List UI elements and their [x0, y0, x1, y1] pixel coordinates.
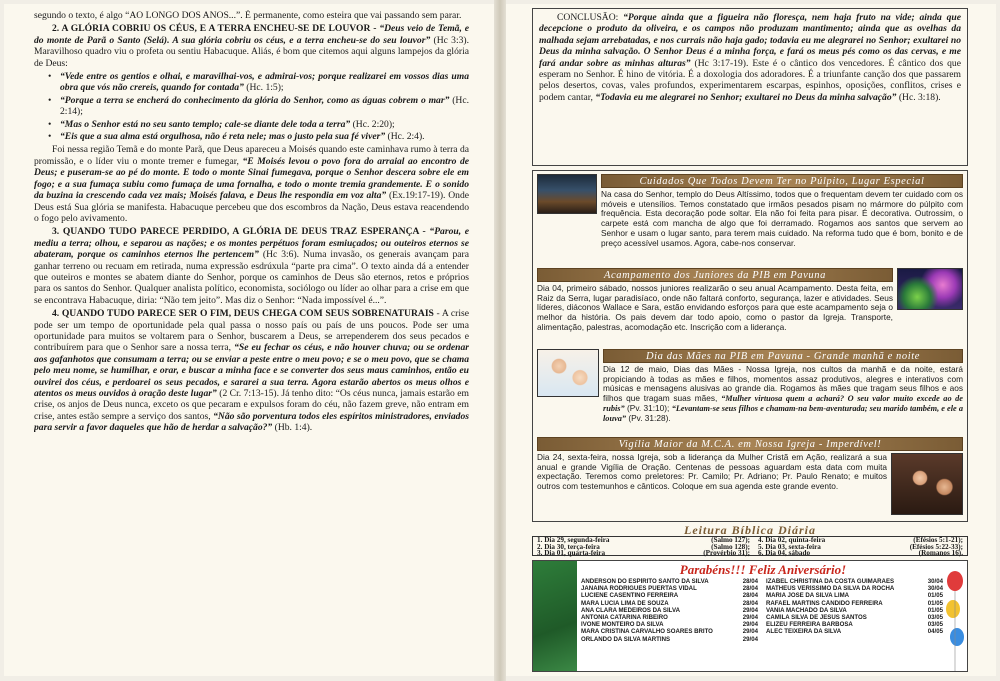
- section-2: [34, 23, 469, 69]
- glory-list: [48, 71, 469, 142]
- section-2-text: (Hc 3:3). Maravilhoso quadro viu o profeta ou sentiu Habacuque. Aliás, é bom que citemos aqui alguns lampejos da glória de Deus:: [34, 34, 469, 69]
- list-item: ELIZEU FERREIRA BARBOSA 03/05: [766, 621, 943, 629]
- reading-grid: [532, 536, 968, 556]
- left-page: [4, 4, 494, 676]
- reading-row: 2. Dia 30, terça-feira (Salmo 128);: [537, 542, 750, 551]
- list-item: RAFAEL MARTINS CÂNDIDO FERREIRA 01/05: [766, 599, 943, 607]
- list-item: • “Vede entre os gentios e olhai, e maravilhai-vos, e admirai-vos; porque realizarei em vossos dias uma obra que vós não crereis, quando for contada” (Hc. 1:5);: [48, 71, 469, 94]
- list-item: IZABEL CHRISTINA DA COSTA GUIMARÃES 30/04: [766, 578, 943, 585]
- news-vigil: [537, 437, 963, 521]
- list-item: ANA CLARA MEDEIROS DA SILVA 29/04: [581, 606, 758, 614]
- list-item: MARA CRISTINA CARVALHO SOARES BRITO 29/04: [581, 628, 758, 636]
- birthdays-column-left: [581, 578, 758, 672]
- birthday-decoration: [533, 561, 577, 672]
- news-box: [532, 170, 968, 522]
- section-2-heading: 2. A GLÓRIA COBRIU OS CÉUS, E A TERRA ENCHEU-SE DE LOUVOR -: [52, 23, 377, 35]
- list-item: MARIA JOSE DA SILVA LIMA 01/05: [766, 592, 943, 600]
- vigil-photo: [891, 453, 963, 515]
- balloon-icon: [943, 561, 967, 672]
- news-pulpit-title: Cuidados Que Todos Devem Ter no Púlpito, Lugar Especial: [601, 174, 963, 188]
- news-camp-text: Dia 04, primeiro sábado, nossos juniores realizarão o seu anual Acampamento. Desta feita, em Raiz da Serra, lugar paradisíaco, onde não faltará conforto, segurança, lazer e atividades. Seus líderes, diáconos Wallace e Sara, estão envidando esforços para que este acampamento seja o melhor da história. Os pais devem dar todo apoio, como o pastor da Igreja. Transporte, alimentação, palestras, acomodação etc. Inscrição com a liderança.: [537, 283, 893, 332]
- list-item: JANAINA RODRIGUES PUERTAS VIDAL 28/04: [581, 585, 758, 593]
- sermon-text: [34, 10, 469, 670]
- list-item: ORLANDO DA SILVA MARTINS 29/04: [581, 635, 758, 643]
- reading-row: 5. Dia 03, sexta-feira (Efésios 5:22-33);: [758, 542, 963, 551]
- birthdays-title: Parabéns!!! Feliz Aniversário!: [679, 562, 847, 577]
- conclusion-box: [532, 8, 968, 166]
- list-item: • “Porque a terra se encherá do conhecimento da glória do Senhor, como as águas cobrem o mar” (Hc. 2:14);: [48, 95, 469, 118]
- news-camp: [537, 268, 963, 348]
- list-item: • “Eis que a sua alma está orgulhosa, não é reta nele; mas o justo pela sua fé viver” (Hc. 2:4).: [48, 131, 469, 142]
- section-2-quote: “Deus veio de Temã, e do monte de Parã o Santo (Selá). A sua glória cobriu os céus, e a terra encheu-se do seu louvor”: [34, 23, 469, 46]
- daily-reading: [532, 524, 968, 556]
- list-item: • “Mas o Senhor está no seu santo templo; cale-se diante dele toda a terra” (Hc. 2:20);: [48, 119, 469, 130]
- mothers-photo: [537, 349, 599, 397]
- balloons-decoration: [943, 561, 967, 672]
- news-mothers-title: Dia das Mães na PIB em Pavuna - Grande manhã e noite: [603, 349, 963, 363]
- birthdays-column-right: [766, 578, 943, 672]
- section-4: 4. QUANDO TUDO PARECE SER O FIM, DEUS CHEGA COM SEUS SOBRENATURAIS - A crise pode ser um tempo de oportunidade pela qual passa o nosso país ou país de uns poucos. Pode ser uma oportunidade para muitos se voltarem para o Senhor, buscarem a Deus, se arrependerem dos seus pecados e contribuírem para que o Senhor sare a nossa terra, “Se eu fechar os céus, e não houver chuva; ou se ordenar aos gafanhotos que consumam a terra; ou se enviar a peste entre o meu povo; e se o meu povo, que se chama pelo meu nome, se humilhar, e orar, e buscar a minha face e se converter dos seus maus caminhos, então eu ouvirei dos céus, e perdoarei os seus pecados, e sararei a sua terra. Agora estarão abertos os meus olhos e atentos os meus ouvidos à oração deste lugar” (2 Cr. 7:13-15). Já tenho dito: “Os céus nunca, jamais estarão em crise, os anjos de Deus nunca, exceto os que pecaram e expulsos foram do céu, não fazem greve, não entram em crise, antes estão sempre a serviço dos santos, “Não são porventura todos eles espíritos ministradores, enviados para servir a favor daqueles que hão de herdar a salvação?” (Hb. 1:4).: [34, 308, 469, 434]
- list-item: LUCIENE CASENTINO FERREIRA 28/04: [581, 592, 758, 600]
- reading-row: 3. Dia 01, quarta-feira (Provérbio 31);: [537, 549, 750, 557]
- reading-row: 4. Dia 02, quinta-feira (Efésios 5:1-21);: [758, 536, 963, 544]
- reading-row: 6. Dia 04, sábado (Romanos 16).: [758, 549, 963, 557]
- right-page: [506, 4, 996, 676]
- conclusion-label: CONCLUSÃO:: [557, 12, 624, 23]
- birthdays-list: [581, 578, 943, 672]
- news-camp-title: Acampamento dos Juniores da PIB em Pavuna: [537, 268, 893, 282]
- list-item: ANTONIA CATARINA RIBEIRO 29/04: [581, 614, 758, 622]
- list-item: CAMILA SILVA DE JESUS SANTOS 03/05: [766, 614, 943, 622]
- list-item: VANIA MACHADO DA SILVA 01/05: [766, 606, 943, 614]
- section-3-heading: 3. QUANDO TUDO PARECE PERDIDO, A GLÓRIA DE DEUS TRAZ ESPERANÇA -: [52, 226, 430, 238]
- news-vigil-text: Dia 24, sexta-feira, nossa Igreja, sob a liderança da Mulher Cristã em Ação, realizará a sua anual e grande Vigília de Oração. Centenas de pessoas aguardam esta data com muita expectação. Teremos como preletores: Pr. Camilo; Pr. Adriano; Pr. Paulo Renato; e muitos outros com testemunhos e cânticos. Coloque em sua agenda este grande evento.: [537, 452, 887, 492]
- section-4-heading: 4. QUANDO TUDO PARECE SER O FIM, DEUS CHEGA COM SEUS SOBRENATURAIS: [52, 308, 434, 320]
- camp-photo: [897, 268, 963, 310]
- list-item: MATHEUS VERÍSSIMO DA SILVA DA ROCHA 30/04: [766, 585, 943, 593]
- list-item: ANDERSON DO ESPÍRITO SANTO DA SILVA 28/04: [581, 578, 758, 585]
- list-item: IVONE MONTEIRO DA SILVA 29/04: [581, 621, 758, 629]
- news-vigil-title: Vigília Maior da M.C.A. em Nossa Igreja - Imperdível!: [537, 437, 963, 451]
- pulpit-photo: [537, 174, 597, 214]
- birthdays-box: [532, 560, 968, 672]
- intro-paragraph: segundo o texto, é algo “AO LONGO DOS ANOS...”. É permanente, como esteira que vai passando sem parar.: [34, 10, 462, 21]
- news-mothers-text: Dia 12 de maio, Dias das Mães - Nossa Igreja, nos cultos da manhã e da noite, estará propiciando à todas as mães e filhos, momentos assaz produtivos, alegres e interativos com músicas e mensagens alusivas ao grande dia. Rogamos às mães que tragam seus filhos e aos filhos que tragam suas mães, “Mulher virtuosa quem a achará? O seu valor muito excede ao de rubis” (Pv. 31:10); “Levantam-se seus filhos e chamam-na bem-aventurada; seu marido também, e ele a louva” (Pv. 31:28).: [603, 364, 963, 423]
- daily-reading-title: Leitura Bíblica Diária: [683, 523, 816, 537]
- tema-paragraph: Foi nessa região Temã e do monte Parã, que Deus apareceu a Moisés quando este caminhava rumo à terra da promissão, e o líder viu o monte tremer e fumegar, “E Moisés levou o povo fora do arraial ao encontro de Deus; e puseram-se ao pé do monte. E todo o monte Sinai fumegava, porque o Senhor descera sobre ele em fogo; e a sua fumaça subiu como fumaça de uma fornalha, e todo o monte tremia grandemente. E o sonido da buzina ia crescendo cada vez mais; Moisés falava, e Deus lhe respondia em voz alta” (Ex.19:17-19). Onde Deus está Sua glória se manifesta. Habacuque percebeu que dos escombros da Nação, Deus estava reacendendo o fogo pelo avivamento.: [34, 144, 469, 224]
- news-pulpit-text: Na casa do Senhor, templo do Deus Altíssimo, todos que o frequentam devem ter cuidado com os móveis e utensílios. Temos constatado que irmãos pesados pisam no mármore do púlpito com frequência. Esta decoração pode soltar. Ela não foi feita para pisar. É decorativa. Outrossim, o carpete está com mancha de algo que foi derramado. Rogamos aos santos que servem ao Senhor e usam o lugar santo, para terem mais cuidado. Na reforma tudo que é bom, bonito e de preço acessível usamos. Agora, cabe-nos conservar.: [601, 189, 963, 248]
- list-item: ALEC TEIXEIRA DA SILVA 04/05: [766, 628, 943, 636]
- section-3: 3. QUANDO TUDO PARECE PERDIDO, A GLÓRIA DE DEUS TRAZ ESPERANÇA - “Parou, e mediu a terra; olhou, e separou as nações; e os montes perpétuos foram esmiuçados; ou outeiros eternos se abateram, porque os caminhos eternos lhe pertencem” (Hc 3:6). Numa invasão, os generais avançam para ganhar terreno ou recuam em retirada, numa expressão esdrúxula “parte pra cima”. O texto ainda dá a entender que outeiros e montes se abatem diante do Senhor, porque os caminhos de Deus são eternos, retos e próprios para os santos do Senhor. Qualquer analista político, economista, sociólogo ou líder ao olhar para a crise em que se encontrava Habacuque, diria: “Não tem jeito”. Mas diz o Senhor: “Nada impossível é...”.: [34, 226, 469, 306]
- page-gutter: [494, 0, 506, 681]
- reading-row: 1. Dia 29, segunda-feira (Salmo 127);: [537, 536, 750, 544]
- news-pulpit: [537, 174, 963, 266]
- list-item: MARA LUCIA LIMA DE SOUZA 28/04: [581, 599, 758, 607]
- news-mothers-day: [537, 349, 963, 435]
- conclusion-text: CONCLUSÃO: “Porque ainda que a figueira não floresça, nem haja fruto na vide; ainda que decepcione o produto da oliveira, e os campos não produzam mantimento; ainda que as ovelhas da malhada sejam arrebatadas, e nos currais não haja gado; todavia eu me alegrarei no Senhor; exultarei no Deus da minha salvação. O Senhor Deus é a minha força, e fará os meus pés como os das cervas, e me fará andar sobre as minhas alturas” (Hc 3:17-19). Este é o cântico dos vencedores. É cântico dos que esperam no Senhor. É hino de vitória. É a doxologia dos adoradores. É a triunfante canção dos que passarem pelos desertos, covas, vales profundos, experimentarem escarpas, espinhos, oposições, conflitos, crises e podem cantar, “Todavia eu me alegrarei no Senhor; exultarei no Deus da minha salvação” (Hc. 3:18).: [539, 12, 961, 103]
